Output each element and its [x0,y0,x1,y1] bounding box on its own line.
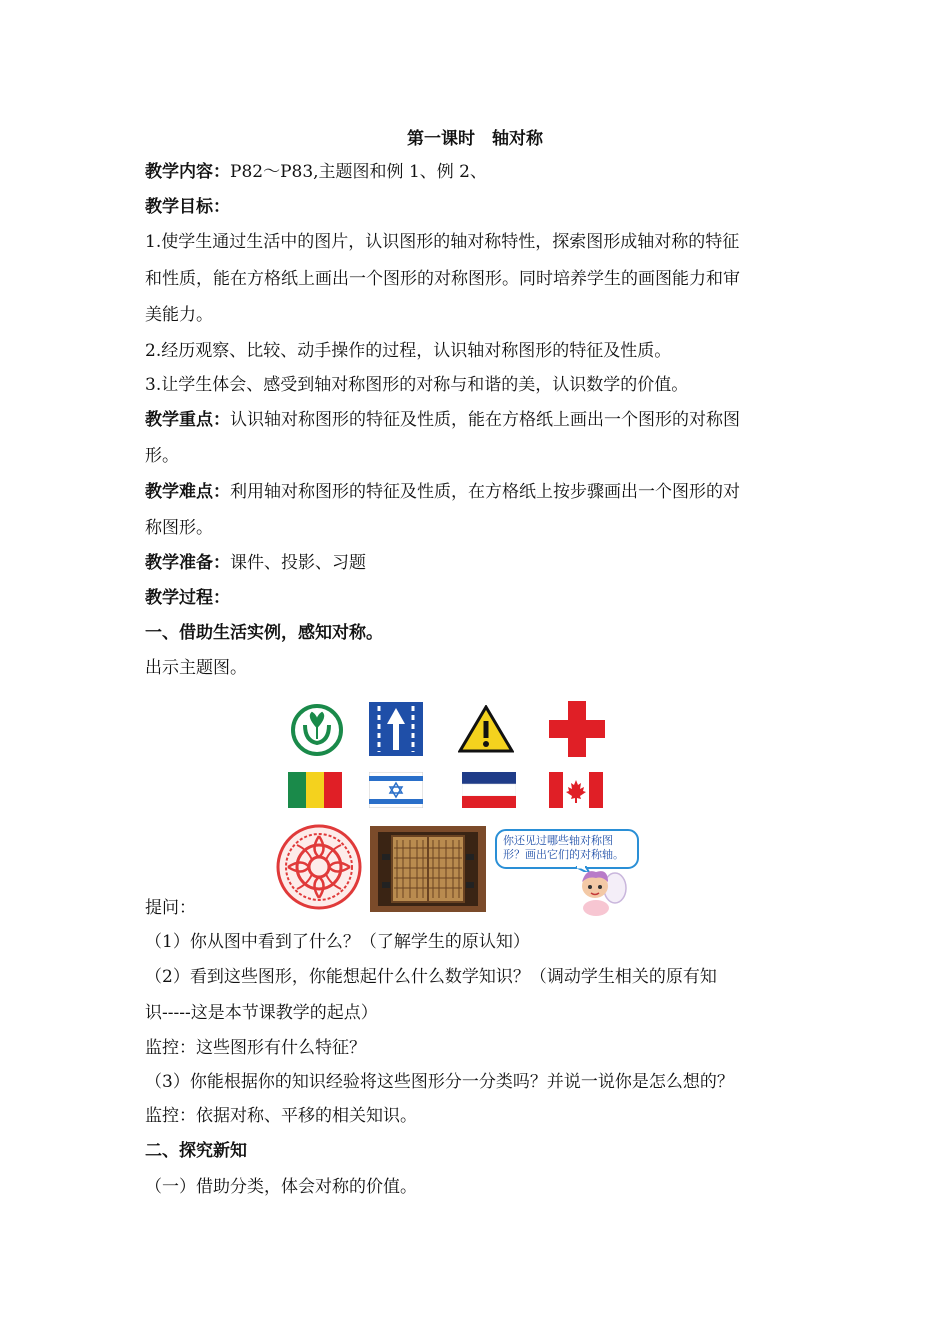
monitor-1: 监控：这些图形有什么特征？ [145,1038,366,1058]
bubble-text [503,834,624,862]
section1-heading: 一、借助生活实例，感知对称。 [145,623,383,643]
prep-text: 课件、投影、习题 [230,553,366,573]
bubble-line2: 形？画出它们的对称轴。 [503,848,624,861]
difficulty-line2: 称图形。 [145,518,213,538]
tricolor-horizontal-flag-icon [462,772,516,808]
bubble-line1: 你还见过哪些轴对称图 [503,834,613,847]
question-2-line2: 识-----这是本节课教学的起点） [145,1003,378,1023]
tricolor-flag-icon [288,772,342,808]
question-1: （1）你从图中看到了什么？（了解学生的原认知） [145,932,530,952]
difficulty-line1 [145,481,815,503]
goal1-line3: 美能力。 [145,305,213,325]
canada-flag-icon [549,772,603,808]
key-line2: 形。 [145,446,179,466]
difficulty-text: 利用轴对称图形的特征及性质，在方格纸上按步骤画出一个图形的对 [230,482,740,502]
prep-label: 教学准备： [145,553,230,573]
key-label: 教学重点： [145,410,230,430]
goal3: 3.让学生体会、感受到轴对称图形的对称与和谐的美，认识数学的价值。 [145,375,689,395]
ask-label: 提问： [145,898,196,918]
goal1-line1: 1.使学生通过生活中的图片，认识图形的轴对称特性，探索图形成轴对称的特征 [145,232,740,252]
process-heading: 教学过程： [145,588,230,608]
warning-triangle-icon [458,705,514,753]
question-3: （3）你能根据你的知识经验将这些图形分一分类吗？并说一说你是怎么想的？ [145,1072,734,1092]
goal2: 2.经历观察、比较、动手操作的过程，认识轴对称图形的特征及性质。 [145,341,672,361]
content-label: 教学内容： [145,162,230,182]
monitor-2: 监控：依据对称、平移的相关知识。 [145,1106,417,1126]
prep-line [145,552,815,574]
difficulty-label: 教学难点： [145,482,230,502]
goal1-line2: 和性质，能在方格纸上画出一个图形的对称图形。同时培养学生的画图能力和审 [145,269,740,289]
show-text: 出示主题图。 [145,658,247,678]
question-2-line1: （2）看到这些图形，你能想起什么什么数学知识？（调动学生相关的原有知 [145,967,717,987]
key-text: 认识轴对称图形的特征及性质，能在方格纸上画出一个图形的对称图 [230,410,740,430]
content-text: P82～P83,主题图和例 1、例 2、 [230,162,487,182]
goals-heading: 教学目标： [145,197,230,217]
key-line1 [145,409,815,431]
green-logo-icon [290,703,344,757]
page-title: 第一课时 轴对称 [407,129,543,149]
section2-heading: 二、探究新知 [145,1141,247,1161]
israel-flag-icon [369,772,423,808]
red-cross-icon [549,701,605,757]
subsection-1: （一）借助分类，体会对称的价值。 [145,1177,417,1197]
content-line [145,161,815,183]
road-sign-icon [369,702,423,756]
